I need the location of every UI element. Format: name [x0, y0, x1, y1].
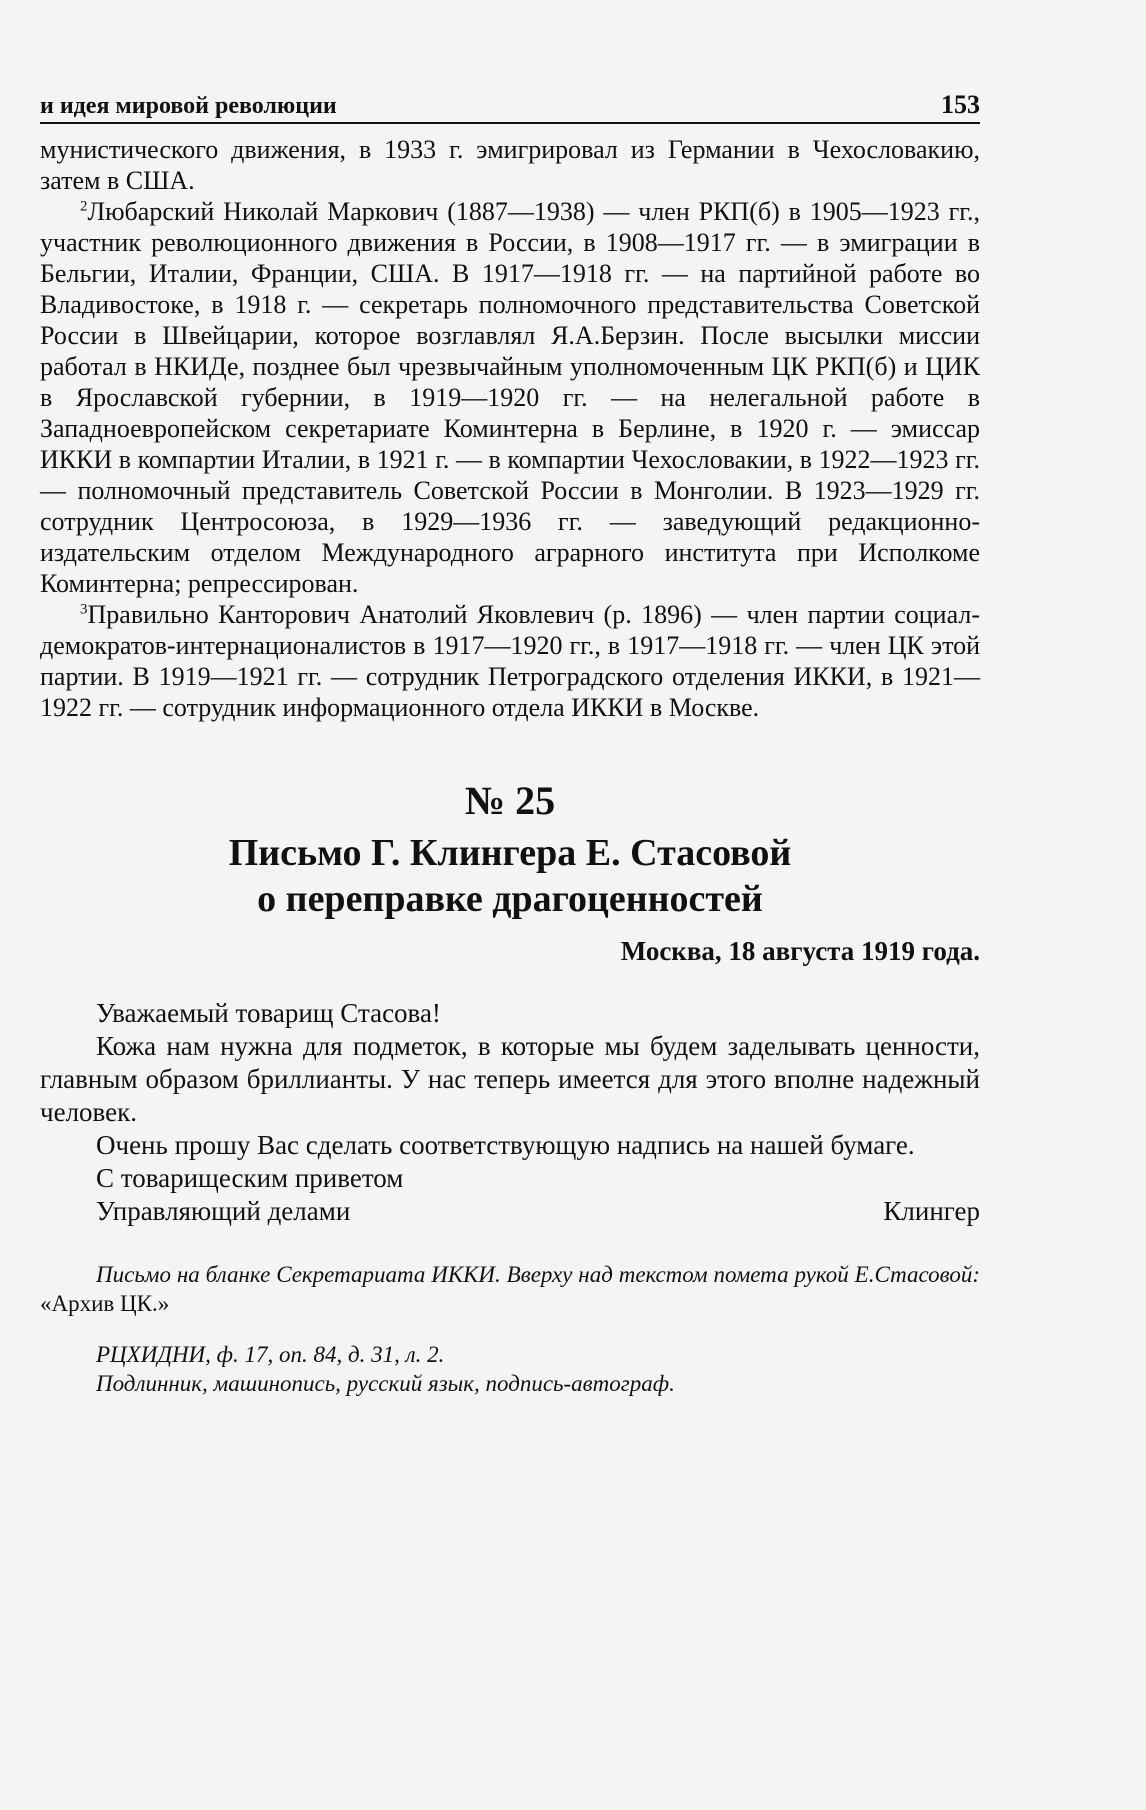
provenance-note: Подлинник, машинопись, русский язык, подпись-автограф.	[96, 1371, 675, 1396]
signature-row	[40, 1195, 980, 1228]
document-title	[40, 830, 980, 922]
running-header	[40, 90, 980, 124]
letter-closing: С товарищеским приветом	[96, 1163, 404, 1193]
signer-position: Управляющий делами	[96, 1196, 351, 1226]
footnote-2	[40, 196, 980, 599]
letter-paragraph-1: Кожа нам нужна для подметок, в которые мы будем заделывать ценности, главным образом бриллианты. У нас теперь имеется для этого вполне надежный человек.	[40, 1031, 980, 1127]
footnote-3	[40, 599, 980, 723]
footnotes-block	[40, 134, 980, 723]
document-number: № 25	[464, 778, 556, 823]
blank-note-quote: «Архив ЦК.»	[40, 1291, 170, 1316]
editorial-notes	[40, 1260, 980, 1398]
running-title: и идея мировой революции	[40, 93, 337, 119]
letter-paragraph-2: Очень прошу Вас сделать соответствующую надпись на нашей бумаге.	[96, 1130, 915, 1160]
document-title-line-1: Письмо Г. Клингера Е. Стасовой	[228, 832, 792, 874]
archive-reference: РЦХИДНИ, ф. 17, оп. 84, д. 31, л. 2.	[96, 1342, 445, 1367]
blank-note	[40, 1260, 980, 1318]
page-number: 153	[941, 90, 980, 119]
document-place-date: Москва, 18 августа 1919 года.	[620, 936, 980, 966]
footnote-continuation: мунистического движения, в 1933 г. эмигрировал из Германии в Чехословакию, затем в США.	[40, 135, 980, 195]
blank-note-text: Письмо на бланке Секретариата ИККИ. Вверху над текстом помета рукой Е.Стасовой:	[96, 1262, 980, 1287]
footnote-3-mark: 3	[80, 601, 88, 618]
letter-body	[40, 997, 980, 1228]
footnote-3-text: Правильно Канторович Анатолий Яковлевич (р. 1896) — член партии социал-демократов-интернационалистов в 1917—1920 гг., в 1917—1918 гг. — член ЦК этой партии. В 1919—1921 гг. — сотрудник Петроградского отделения ИККИ, в 1921—1922 гг. — сотрудник информационного отдела ИККИ в Москве.	[40, 600, 980, 722]
document-heading	[40, 777, 980, 967]
signer-name: Клингер	[883, 1196, 980, 1226]
footnote-2-text: Любарский Николай Маркович (1887—1938) — член РКП(б) в 1905—1923 гг., участник революционного движения в России, в 1908—1917 гг. — в эмиграции в Бельгии, Италии, Франции, США. В 1917—1918 гг. — на партийной работе во Владивостоке, в 1918 г. — секретарь полномочного представительства Советской России в Швейцарии, которое возглавлял Я.А.Берзин. После высылки миссии работал в НКИДе, позднее был чрезвычайным уполномоченным ЦК РКП(б) и ЦИК в Ярославской губернии, в 1919—1920 гг. — на нелегальной работе в Западноевропейском секретариате Коминтерна в Берлине, в 1920 г. — эмиссар ИККИ в компартии Италии, в 1921 г. — в компартии Чехословакии, в 1922—1923 гг. — полномочный представитель Советской России в Монголии. В 1923—1929 гг. сотрудник Центросоюза, в 1929—1936 гг. — заведующий редакционно-издательским отделом Международного аграрного института при Исполкоме Коминтерна; репрессирован.	[40, 197, 980, 598]
letter-salutation: Уважаемый товарищ Стасова!	[96, 998, 441, 1028]
document-title-line-2: о переправке драгоценностей	[257, 878, 763, 920]
footnote-2-mark: 2	[80, 198, 88, 215]
